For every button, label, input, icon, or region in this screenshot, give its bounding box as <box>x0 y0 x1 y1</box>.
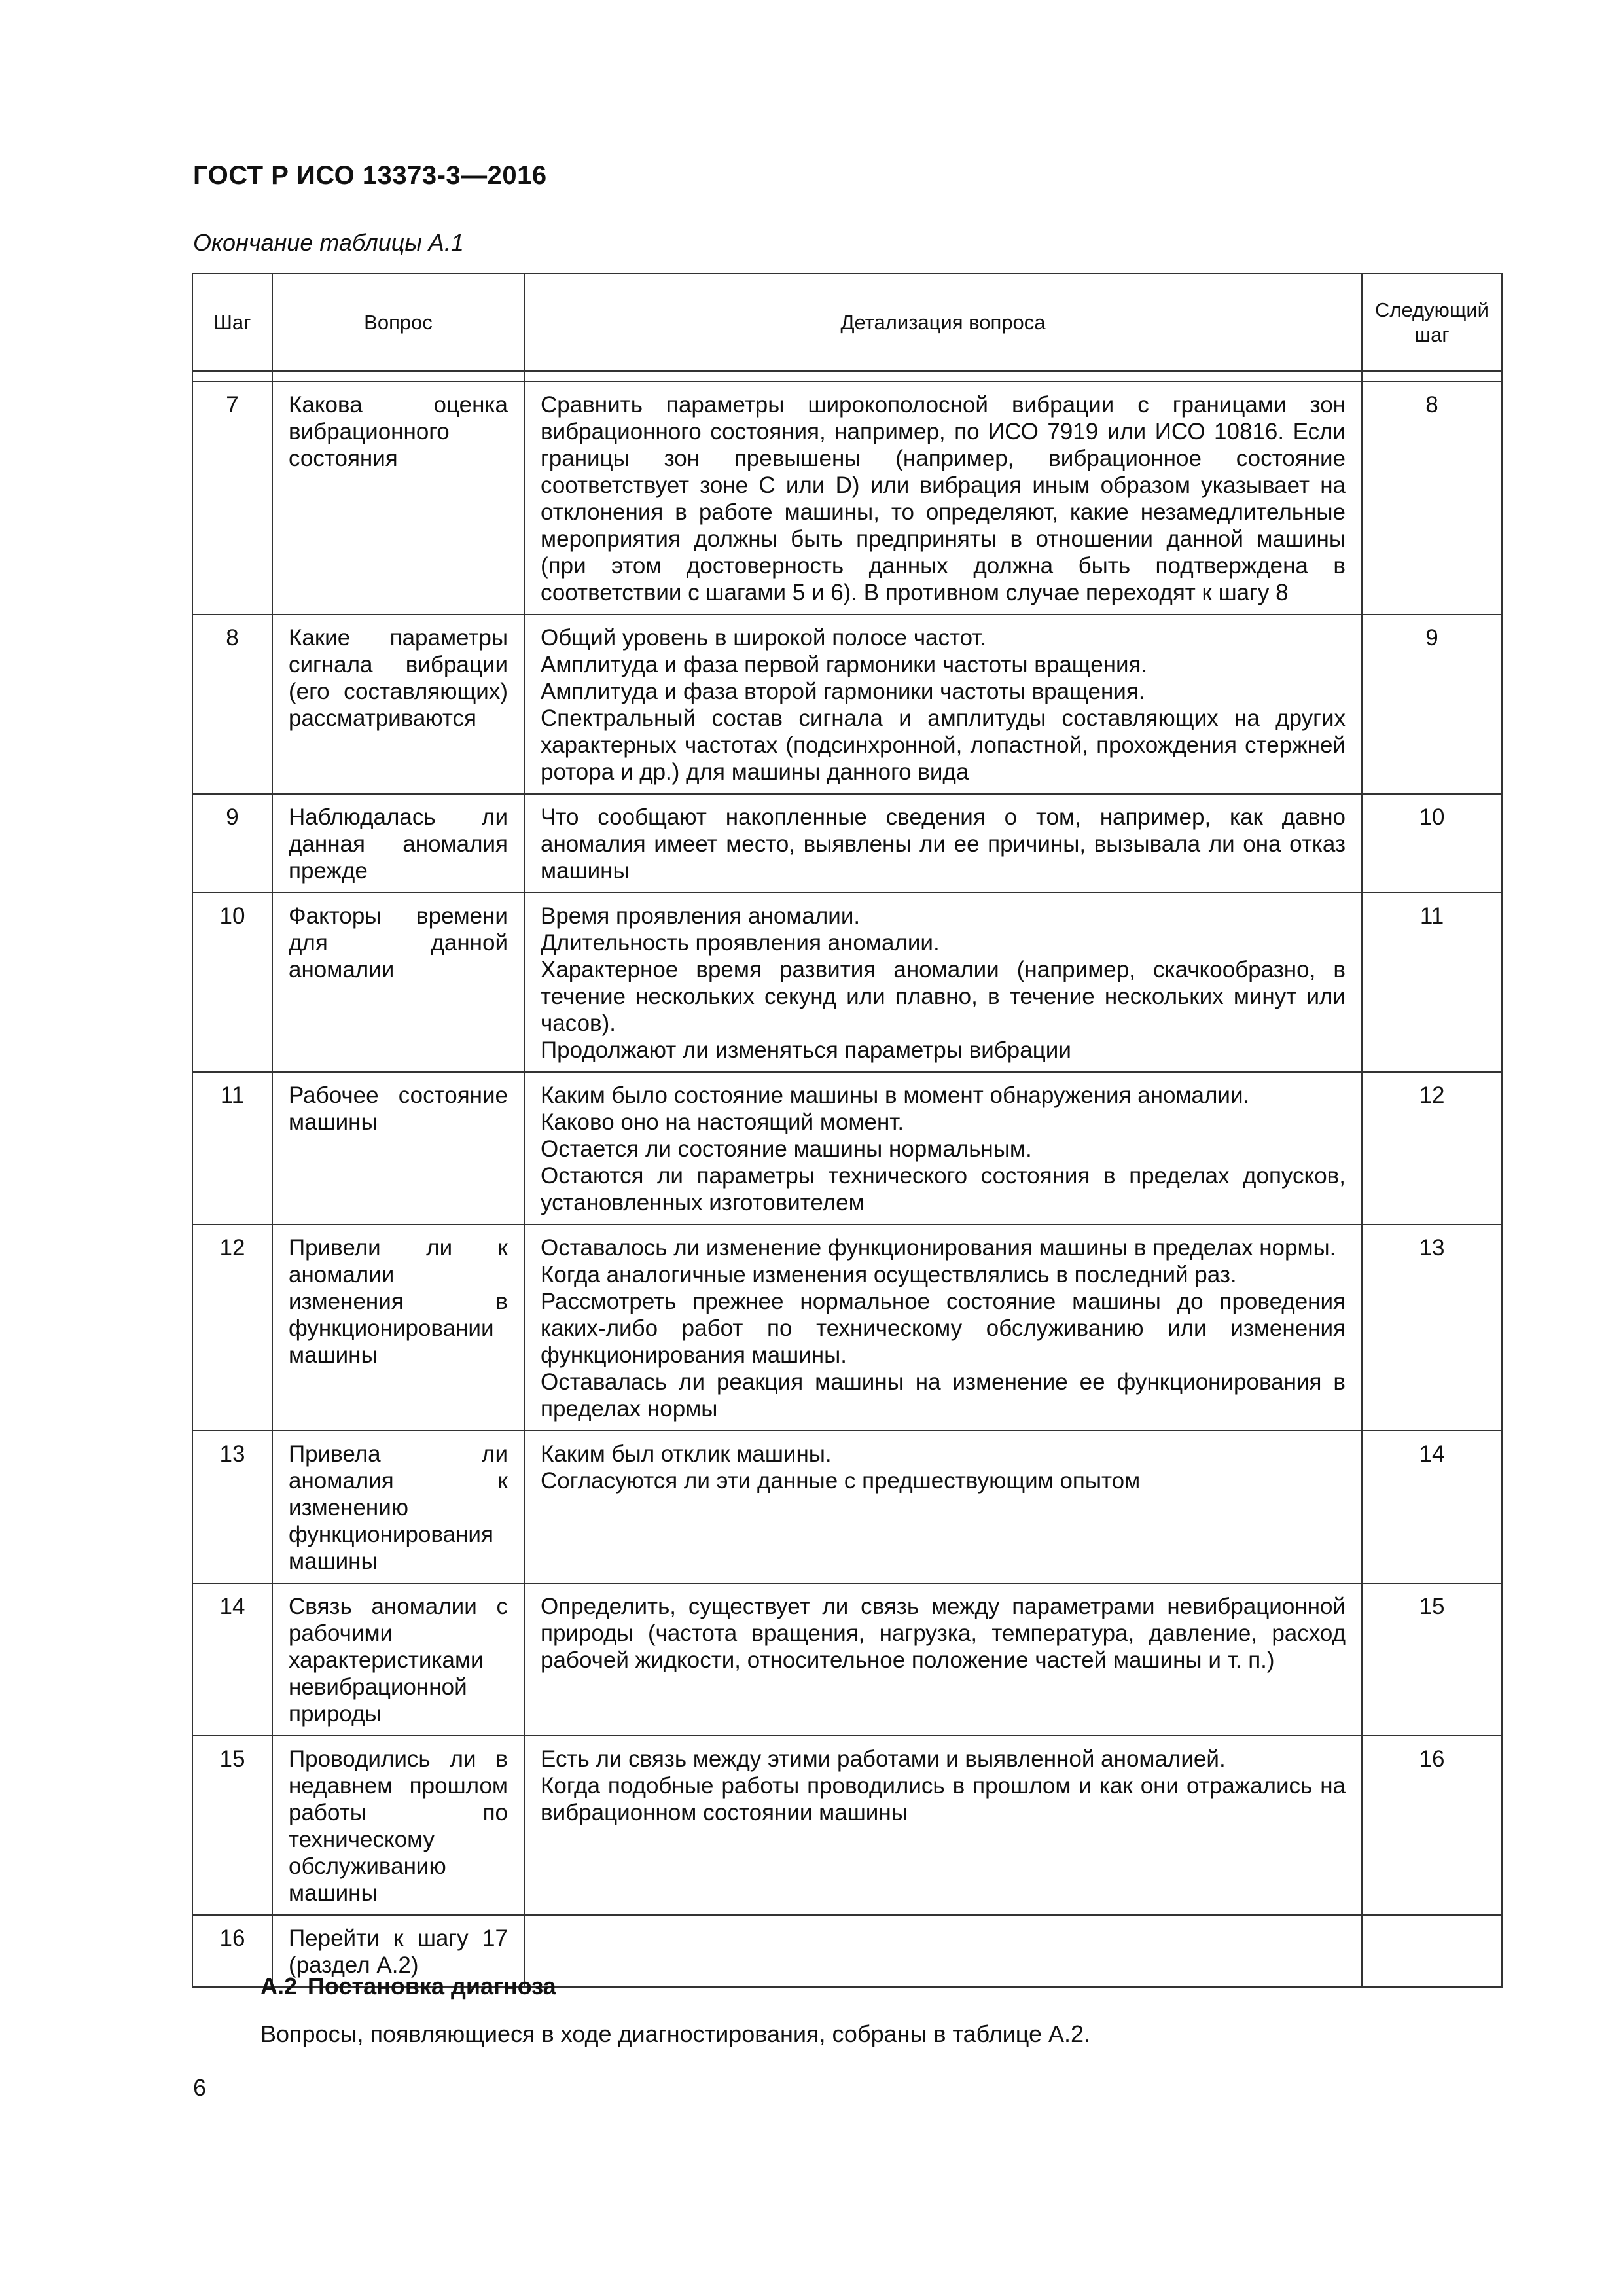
detail-line: Время проявления аномалии. <box>541 903 861 929</box>
detail-line: Амплитуда и фаза первой гармоники частоты вращения. <box>541 652 1148 677</box>
question-cell: Какие параметры сигнала вибрации (его составляющих) рассматриваются <box>272 615 524 794</box>
column-header-details: Детализация вопроса <box>524 274 1362 371</box>
question-cell: Связь аномалии с рабочими характеристиками невибрационной природы <box>272 1583 524 1736</box>
table-row <box>192 1225 1502 1431</box>
section-number: А.2 <box>260 1973 298 2000</box>
detail-line: Есть ли связь между этими работами и выявленной аномалией. <box>541 1746 1226 1772</box>
next-step-cell: 14 <box>1362 1431 1502 1583</box>
next-step-cell: 8 <box>1362 382 1502 615</box>
table-header-row <box>192 274 1502 371</box>
step-cell: 14 <box>192 1583 272 1736</box>
detail-line: Сравнить параметры широкополосной вибрации с границами зон вибрационного состояния, например, по ИСО 7919 или ИСО 10816. Если границы зон превышены (например, вибрационное состояние соответствует зоне C или D) или вибрация иным образом указывает на отклонения в работе машины, то определяют, какие незамедлительные мероприятия должны быть предприняты в отношении данной машины (при этом достоверность данных должна быть подтверждена в соответствии с шагами 5 и 6). В противном случае переходят к шагу 8 <box>541 392 1346 605</box>
column-header-step: Шаг <box>192 274 272 371</box>
table-row <box>192 1583 1502 1736</box>
table-row <box>192 382 1502 615</box>
detail-line: Оставалась ли реакция машины на изменение ее функционирования в пределах нормы <box>541 1369 1346 1422</box>
question-cell: Какова оценка вибрационного состояния <box>272 382 524 615</box>
details-cell <box>524 615 1362 794</box>
step-cell: 10 <box>192 893 272 1072</box>
question-cell: Перейти к шагу 17 (раздел А.2) <box>272 1915 524 1987</box>
details-cell <box>524 893 1362 1072</box>
table-row <box>192 893 1502 1072</box>
question-cell: Наблюдалась ли данная аномалия прежде <box>272 794 524 893</box>
next-step-cell: 16 <box>1362 1736 1502 1915</box>
details-cell <box>524 1583 1362 1736</box>
details-cell <box>524 1915 1362 1987</box>
next-step-cell: 12 <box>1362 1072 1502 1225</box>
next-step-cell: 13 <box>1362 1225 1502 1431</box>
detail-line: Спектральный состав сигнала и амплитуды составляющих на других характерных частотах (подсинхронной, лопастной, прохождения стержней ротора и др.) для машины данного вида <box>541 706 1346 785</box>
section-title: Постановка диагноза <box>308 1973 556 2000</box>
detail-line: Амплитуда и фаза второй гармоники частоты вращения. <box>541 679 1145 704</box>
column-header-question: Вопрос <box>272 274 524 371</box>
table-row <box>192 615 1502 794</box>
detail-line: Когда подобные работы проводились в прошлом и как они отражались на вибрационном состоянии машины <box>541 1773 1346 1825</box>
table-caption: Окончание таблицы А.1 <box>193 229 464 256</box>
detail-line: Каково оно на настоящий момент. <box>541 1109 904 1135</box>
step-cell: 15 <box>192 1736 272 1915</box>
section-paragraph: Вопросы, появляющиеся в ходе диагностирования, собраны в таблице А.2. <box>260 2020 1090 2047</box>
step-cell: 11 <box>192 1072 272 1225</box>
details-cell <box>524 382 1362 615</box>
detail-line: Длительность проявления аномалии. <box>541 930 940 956</box>
next-step-cell <box>1362 1915 1502 1987</box>
next-step-cell: 9 <box>1362 615 1502 794</box>
detail-line: Каким было состояние машины в момент обнаружения аномалии. <box>541 1083 1250 1108</box>
question-cell: Привели ли к аномалии изменения в функционировании машины <box>272 1225 524 1431</box>
section-heading <box>260 1973 556 2000</box>
detail-line: Остается ли состояние машины нормальным. <box>541 1136 1032 1162</box>
detail-line: Остаются ли параметры технического состояния в пределах допусков, установленных изготовителем <box>541 1163 1346 1215</box>
document-header: ГОСТ Р ИСО 13373-3—2016 <box>193 161 547 190</box>
detail-line: Оставалось ли изменение функционирования машины в пределах нормы. <box>541 1235 1336 1261</box>
detail-line: Согласуются ли эти данные с предшествующим опытом <box>541 1468 1141 1494</box>
detail-line: Что сообщают накопленные сведения о том, например, как давно аномалия имеет место, выявлены ли ее причины, вызывала ли она отказ машины <box>541 804 1346 884</box>
step-cell: 7 <box>192 382 272 615</box>
detail-line: Рассмотреть прежнее нормальное состояние машины до проведения каких-либо работ по техническому обслуживанию или изменения функционирования машины. <box>541 1289 1346 1368</box>
step-cell: 16 <box>192 1915 272 1987</box>
details-cell <box>524 1431 1362 1583</box>
table-row <box>192 794 1502 893</box>
detail-line: Каким был отклик машины. <box>541 1441 832 1467</box>
table-row <box>192 1431 1502 1583</box>
detail-line: Когда аналогичные изменения осуществлялись в последний раз. <box>541 1262 1237 1287</box>
detail-line: Определить, существует ли связь между параметрами невибрационной природы (частота вращения, нагрузка, температура, давление, расход рабочей жидкости, относительное положение частей машины и т. п.) <box>541 1594 1346 1673</box>
table-body <box>192 382 1502 1987</box>
details-cell <box>524 1225 1362 1431</box>
page-number: 6 <box>193 2074 207 2101</box>
question-cell: Рабочее состояние машины <box>272 1072 524 1225</box>
details-cell <box>524 1072 1362 1225</box>
step-cell: 12 <box>192 1225 272 1431</box>
detail-line: Общий уровень в широкой полосе частот. <box>541 625 987 651</box>
steps-table <box>192 273 1503 1988</box>
table-row <box>192 1736 1502 1915</box>
question-cell: Факторы времени для данной аномалии <box>272 893 524 1072</box>
next-step-cell: 11 <box>1362 893 1502 1072</box>
details-cell <box>524 1736 1362 1915</box>
step-cell: 8 <box>192 615 272 794</box>
column-header-next-step: Следующий шаг <box>1362 274 1502 371</box>
detail-line: Характерное время развития аномалии (например, скачкообразно, в течение нескольких секунд или плавно, в течение нескольких минут или часов). <box>541 957 1346 1036</box>
next-step-cell: 10 <box>1362 794 1502 893</box>
details-cell <box>524 794 1362 893</box>
question-cell: Проводились ли в недавнем прошлом работы по техническому обслуживанию машины <box>272 1736 524 1915</box>
next-step-cell: 15 <box>1362 1583 1502 1736</box>
header-separator <box>192 371 1502 382</box>
question-cell: Привела ли аномалия к изменению функционирования машины <box>272 1431 524 1583</box>
table-row <box>192 1072 1502 1225</box>
step-cell: 13 <box>192 1431 272 1583</box>
detail-line: Продолжают ли изменяться параметры вибрации <box>541 1037 1071 1063</box>
step-cell: 9 <box>192 794 272 893</box>
